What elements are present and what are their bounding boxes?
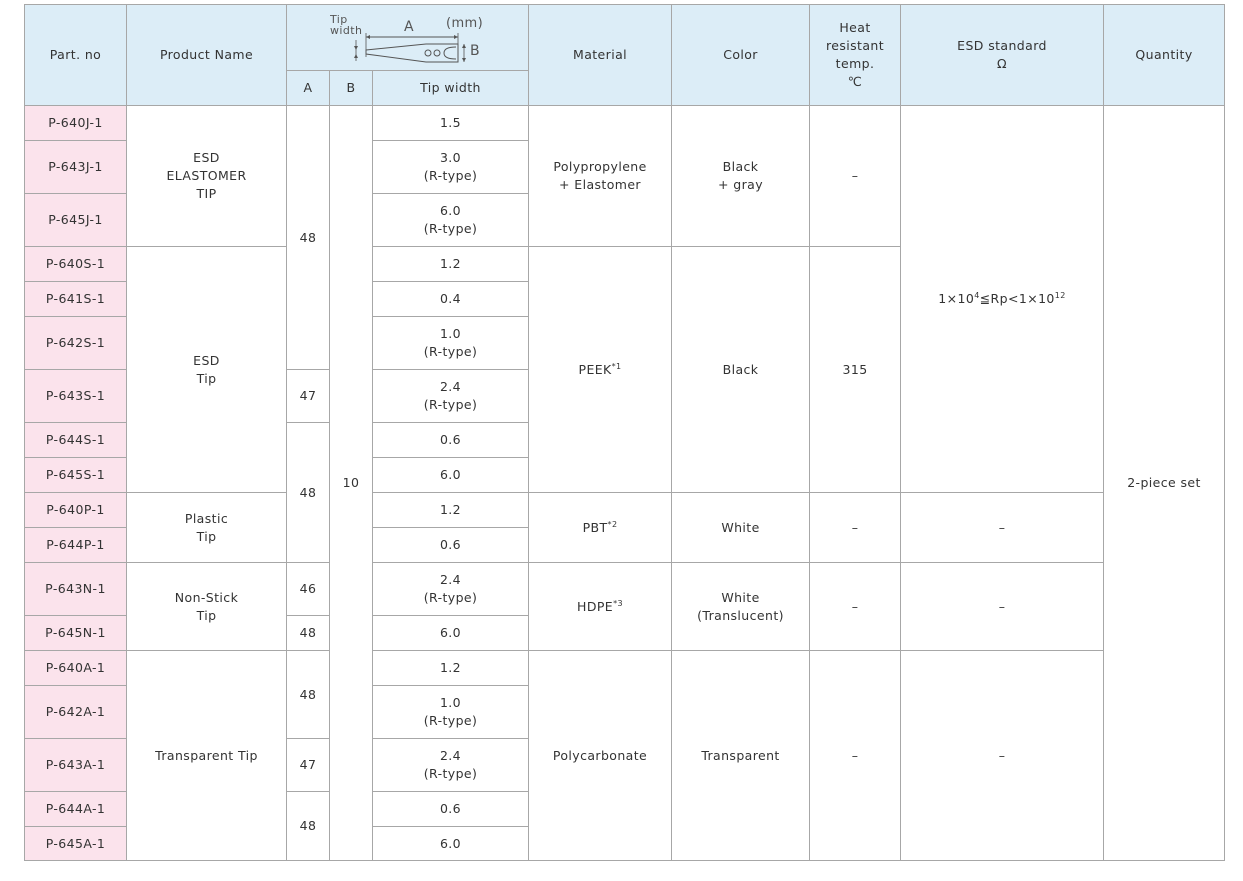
color-cell [672,106,810,247]
color-cell: Black [672,247,810,493]
header-part-no: Part. no [25,5,127,106]
product-name-line: ELASTOMER [166,168,247,183]
tip-width-cell: 1.2 [373,247,529,282]
material-name: PEEK [578,361,612,377]
product-name-line: Non-Stick [174,589,239,605]
material-name: PBT [582,519,608,535]
tip-width-type: (R-type) [423,344,478,359]
tip-width-cell: 0.6 [373,792,529,827]
header-product-name: Product Name [127,5,287,106]
color-cell [672,563,810,651]
tip-width-cell [373,739,529,792]
tip-width-cell: 6.0 [373,616,529,651]
product-name-line: Tip [196,370,217,386]
tip-width-value: 2.4 [439,572,462,587]
material-note: *3 [613,598,623,608]
table-row [25,106,1225,141]
product-name-line: TIP [196,186,217,201]
tweezer-tip-icon [330,7,486,69]
esd-exp1: 4 [974,290,980,300]
tip-width-cell: 1.2 [373,651,529,686]
material-cell [529,563,672,651]
tip-width-type: (R-type) [423,590,478,605]
tip-width-cell: 1.2 [373,493,529,528]
header-color: Color [672,5,810,106]
heat-cell: 315 [810,247,901,493]
part-no-cell: P-642S-1 [25,317,127,370]
diagram-width-label: width [329,23,362,37]
heat-cell: – [810,493,901,563]
header-esd-line1: ESD standard [957,38,1047,53]
tip-width-cell [373,686,529,739]
a-value-cell: 47 [287,739,330,792]
part-no-cell: P-644S-1 [25,423,127,458]
header-heat-line2: resistant [825,38,885,53]
material-line: Polypropylene [553,159,647,174]
header-esd [901,5,1104,106]
part-no-cell: P-643N-1 [25,563,127,616]
a-value-cell: 48 [287,792,330,861]
heat-cell: – [810,563,901,651]
part-no-cell: P-645A-1 [25,827,127,861]
part-no-cell: P-643J-1 [25,141,127,194]
header-heat [810,5,901,106]
header-heat-line1: Heat [839,20,871,35]
esd-standard-cell: – [901,563,1104,651]
product-name-cell [127,493,287,563]
heat-cell: – [810,651,901,861]
quantity-cell: 2-piece set [1104,106,1225,861]
material-note: *1 [611,361,622,371]
material-cell [529,106,672,247]
header-heat-unit: ℃ [847,74,863,89]
product-name-cell: Transparent Tip [127,651,287,861]
part-no-cell: P-640A-1 [25,651,127,686]
diagram-b-label: B [469,42,480,59]
esd-standard-cell: – [901,651,1104,861]
material-cell [529,247,672,493]
color-cell: Transparent [672,651,810,861]
tip-dimension-diagram [287,5,529,71]
a-value-cell: 48 [287,423,330,563]
header-esd-unit: Ω [997,56,1007,71]
table-row [25,651,1225,686]
tip-width-type: (R-type) [423,221,478,236]
material-cell: Polycarbonate [529,651,672,861]
product-name-cell [127,247,287,493]
tip-width-value: 1.0 [439,695,462,710]
product-name-cell [127,106,287,247]
tip-width-value: 1.0 [439,326,462,341]
a-value-cell: 47 [287,370,330,423]
tip-width-cell [373,563,529,616]
part-no-cell: P-641S-1 [25,282,127,317]
b-value-cell: 10 [330,106,373,861]
product-name-cell [127,563,287,651]
header-b: B [330,71,373,106]
part-no-cell: P-645N-1 [25,616,127,651]
color-line: Black [722,159,759,174]
part-no-cell: P-645J-1 [25,194,127,247]
a-value-cell: 48 [287,106,330,370]
material-note: *2 [607,519,618,529]
material-line: + Elastomer [559,177,641,192]
color-line: + gray [718,177,763,192]
tip-width-cell [373,317,529,370]
part-no-cell: P-643A-1 [25,739,127,792]
header-heat-line3: temp. [835,56,875,71]
esd-standard-cell [901,106,1104,493]
tip-width-value: 2.4 [439,748,462,763]
tip-width-cell: 0.6 [373,423,529,458]
tip-width-cell: 1.5 [373,106,529,141]
header-tip-width: Tip width [373,71,529,106]
tip-width-cell [373,370,529,423]
color-line: White [721,589,760,605]
color-cell: White [672,493,810,563]
a-value-cell: 48 [287,651,330,739]
tip-width-value: 6.0 [439,203,462,218]
part-no-cell: P-643S-1 [25,370,127,423]
tip-width-type: (R-type) [423,168,478,183]
tip-width-value: 3.0 [439,150,462,165]
tip-width-cell: 6.0 [373,827,529,861]
part-no-cell: P-640J-1 [25,106,127,141]
tip-width-value: 2.4 [439,379,462,394]
part-no-cell: P-642A-1 [25,686,127,739]
esd-exp2: 12 [1054,290,1066,300]
header-a: A [287,71,330,106]
diagram-tip-label: Tip [329,12,348,26]
heat-cell: – [810,106,901,247]
product-name-line: Tip [196,607,217,623]
color-line: (Translucent) [697,607,784,623]
esd-prefix: 1×10 [938,291,975,306]
tip-width-type: (R-type) [423,397,478,412]
tip-width-type: (R-type) [423,766,478,781]
header-material: Material [529,5,672,106]
material-cell [529,493,672,563]
part-no-cell: P-645S-1 [25,458,127,493]
tip-width-type: (R-type) [423,713,478,728]
part-no-cell: P-644A-1 [25,792,127,827]
product-name-line: Plastic [184,510,229,526]
part-no-cell: P-640P-1 [25,493,127,528]
header-quantity: Quantity [1104,5,1225,106]
tip-width-cell: 0.4 [373,282,529,317]
table-row [25,563,1225,616]
table-row [25,493,1225,528]
product-name-line: ESD [193,352,220,368]
product-name-line: Tip [196,528,217,544]
esd-standard-cell: – [901,493,1104,563]
part-no-cell: P-640S-1 [25,247,127,282]
diagram-a-label: A [403,18,414,35]
tip-width-cell [373,141,529,194]
esd-middle: ≦Rp<1×10 [979,291,1055,306]
product-name-line: ESD [193,150,220,165]
part-no-cell: P-644P-1 [25,528,127,563]
a-value-cell: 48 [287,616,330,651]
diagram-unit-label: (mm) [445,15,483,31]
tip-width-cell: 0.6 [373,528,529,563]
tip-width-cell: 6.0 [373,458,529,493]
tip-width-cell [373,194,529,247]
a-value-cell: 46 [287,563,330,616]
material-name: HDPE [577,598,614,614]
spec-table [24,4,1225,861]
